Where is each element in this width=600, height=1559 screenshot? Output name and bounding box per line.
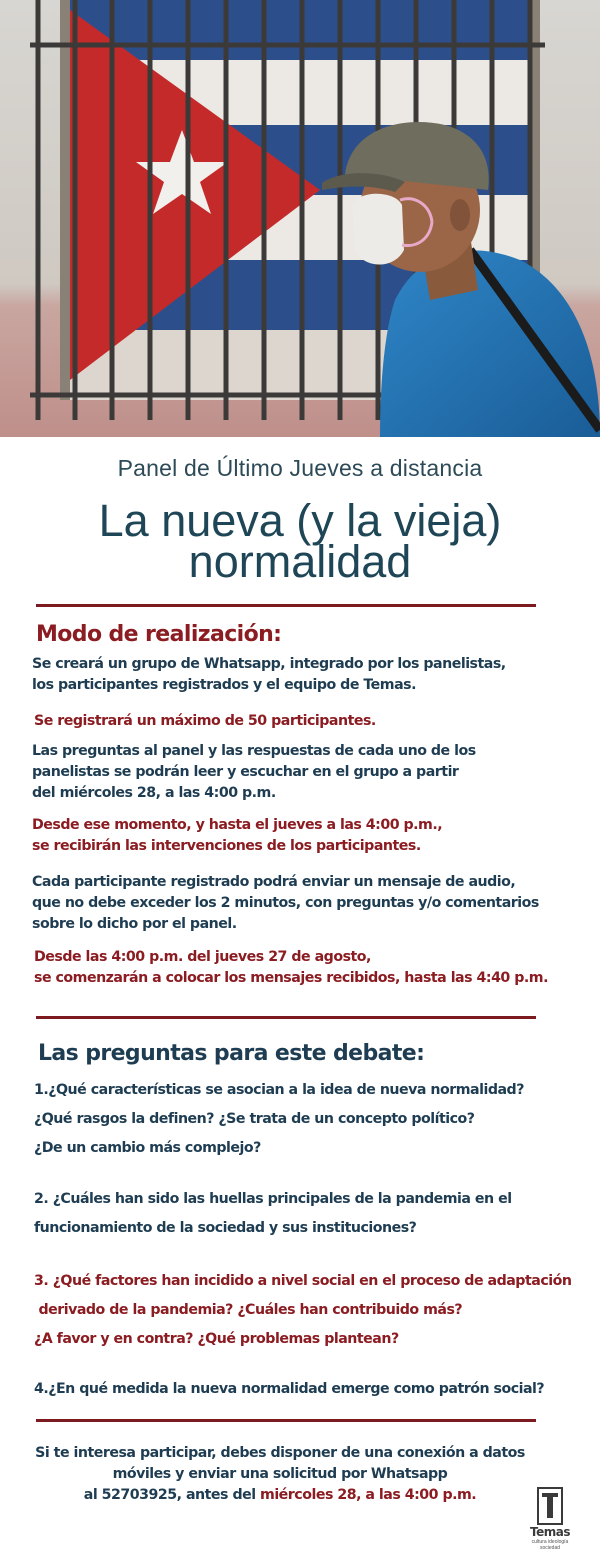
text-line: 2. ¿Cuáles han sido las huellas principales de la pandemia en el <box>34 1191 512 1207</box>
footer-line-3 <box>0 1485 560 1506</box>
temas-logo-tagline: cultura ideología sociedad <box>531 1539 569 1551</box>
preguntas-heading: Las preguntas para este debate: <box>38 1041 425 1066</box>
footer-call-to-action <box>0 1443 560 1506</box>
hero-illustration <box>0 0 600 437</box>
text-line: Las preguntas al panel y las respuestas de cada uno de los <box>32 743 476 759</box>
text-line: Se creará un grupo de Whatsapp, integrado por los panelistas, <box>32 656 506 672</box>
text-line: panelistas se podrán leer y escuchar en el grupo a partir <box>32 764 459 780</box>
footer-phone-text: al 52703925, antes del <box>83 1487 261 1503</box>
text-line: ¿Qué rasgos la definen? ¿Se trata de un concepto político? <box>34 1111 475 1127</box>
text-line: sobre lo dicho por el panel. <box>32 916 237 932</box>
question-4 <box>34 1375 544 1404</box>
text-line: Desde las 4:00 p.m. del jueves 27 de agosto, <box>34 949 371 965</box>
divider-middle <box>36 1016 536 1019</box>
modo-paragraph-5 <box>32 872 539 935</box>
footer-line-2: móviles y enviar una solicitud por Whatsapp <box>112 1466 448 1482</box>
text-line: se comenzarán a colocar los mensajes recibidos, hasta las 4:40 p.m. <box>34 970 548 986</box>
text-line: 3. ¿Qué factores han incidido a nivel social en el proceso de adaptación <box>34 1273 572 1289</box>
modo-paragraph-2 <box>34 711 376 732</box>
temas-logo-name: Temas <box>530 1525 570 1539</box>
page-title <box>0 495 600 587</box>
modo-paragraph-4 <box>32 815 442 857</box>
panel-kicker: Panel de Último Jueves a distancia <box>117 455 483 481</box>
text-line: ¿De un cambio más complejo? <box>34 1140 261 1156</box>
title-line-1: La nueva (y la vieja) <box>98 495 502 546</box>
divider-bottom <box>36 1419 536 1422</box>
text-line: 4.¿En qué medida la nueva normalidad emerge como patrón social? <box>34 1381 545 1397</box>
modo-heading: Modo de realización: <box>36 622 282 647</box>
hero-photo <box>0 0 600 437</box>
divider-top <box>36 604 536 607</box>
question-3 <box>34 1267 571 1354</box>
question-2 <box>34 1185 512 1243</box>
footer-deadline-text: miércoles 28, a las 4:00 p.m. <box>260 1487 477 1503</box>
text-line: Cada participante registrado podrá enviar un mensaje de audio, <box>32 874 516 890</box>
text-line: funcionamiento de la sociedad y sus instituciones? <box>34 1220 417 1236</box>
text-line: Desde ese momento, y hasta el jueves a las 4:00 p.m., <box>32 817 443 833</box>
modo-paragraph-6 <box>34 947 548 989</box>
text-line: 1.¿Qué características se asocian a la idea de nueva normalidad? <box>34 1082 524 1098</box>
text-line: Se registrará un máximo de 50 participantes. <box>34 713 376 729</box>
text-line: ¿A favor y en contra? ¿Qué problemas plantean? <box>34 1331 399 1347</box>
text-line: los participantes registrados y el equipo de Temas. <box>32 677 416 693</box>
question-1 <box>34 1076 524 1163</box>
temas-logo-icon <box>537 1487 563 1525</box>
title-line-2: normalidad <box>188 536 412 587</box>
modo-paragraph-1 <box>32 654 506 696</box>
text-line: del miércoles 28, a las 4:00 p.m. <box>32 785 276 801</box>
text-line: que no debe exceder los 2 minutos, con preguntas y/o comentarios <box>32 895 539 911</box>
text-line: se recibirán las intervenciones de los participantes. <box>32 838 421 854</box>
modo-paragraph-3 <box>32 741 476 804</box>
footer-line-1: Si te interesa participar, debes disponer de una conexión a datos <box>35 1445 525 1461</box>
temas-logo <box>524 1487 576 1549</box>
text-line: derivado de la pandemia? ¿Cuáles han contribuido más? <box>34 1302 463 1318</box>
